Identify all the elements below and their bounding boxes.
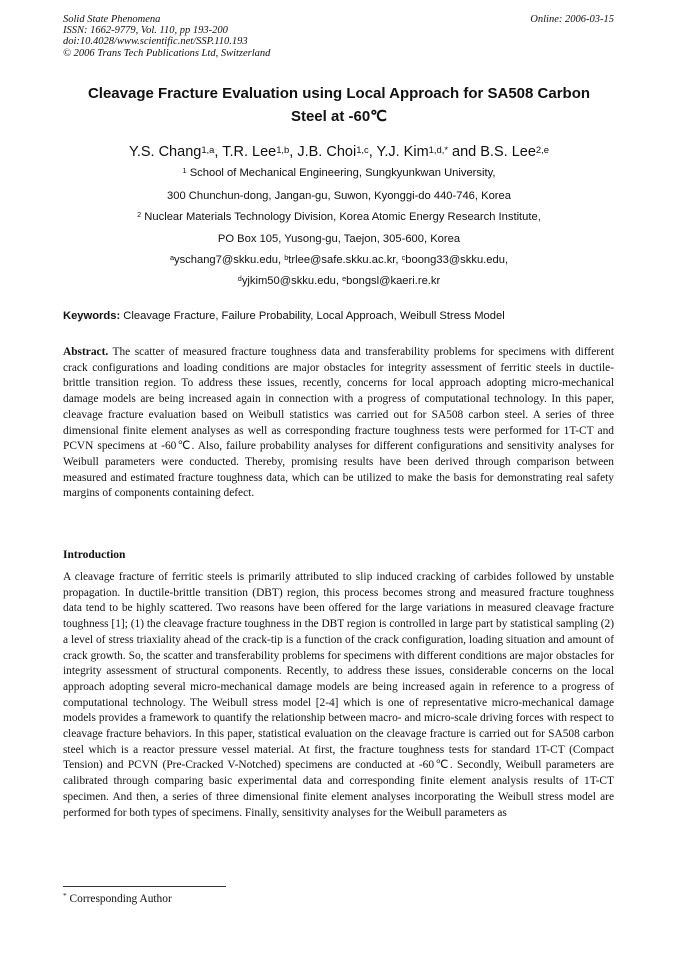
- author-name: J.B. Choi: [297, 144, 357, 160]
- abstract-label: Abstract.: [63, 346, 109, 358]
- author-affiliation-mark: 1,d,*: [428, 144, 449, 155]
- author-separator: ,: [214, 144, 223, 160]
- paper-title: [50, 82, 628, 128]
- journal-name: Solid State Phenomena: [63, 14, 161, 25]
- footnote-text: Corresponding Author: [66, 893, 172, 905]
- email-mark: a: [169, 253, 174, 262]
- footnote-divider: [63, 886, 226, 887]
- email-mark: d: [237, 274, 242, 283]
- online-date: Online: 2006-03-15: [530, 14, 614, 25]
- email-mark: e: [342, 274, 347, 283]
- abstract-text: The scatter of measured fracture toughness data and transferability problems for specimens with different crack configurations and loading conditions are major obstacles for integrity assessment of ferritic steels in ductile-brittle transition region. To address these issues, recently, concerns for local approach adopting micro-mechanical damage models are being increased again in connection with a progress of computational technology. In this paper, cleavage fracture evaluation based on Weibull statistics was carried out for SA508 carbon steel. A series of three dimensional finite element analyses as well as corresponding fracture toughness tests were performed for 1T-CT and PCVN specimens at -60℃. Also, failure probability analyses for different configurations and sensitivity analyses for Weibull parameters were conducted. Thereby, promising results have been derived through comparison between measured and estimated fracture toughness data, which can be utilized to make the basis for demonstrating real safety margins of components containing defect.: [63, 346, 614, 500]
- section-heading-introduction: Introduction: [63, 549, 126, 561]
- journal-doi: doi:10.4028/www.scientific.net/SSP.110.193: [63, 36, 248, 48]
- keywords-text: Cleavage Fracture, Failure Probability, Local Approach, Weibull Stress Model: [120, 310, 505, 322]
- author-separator: ,: [368, 144, 377, 160]
- affiliation-text: Nuclear Materials Technology Division, Korea Atomic Energy Research Institute,: [141, 211, 541, 223]
- email-line-2: [40, 274, 638, 288]
- author-name: Y.J. Kim: [376, 144, 429, 160]
- journal-issn: ISSN: 1662-9779, Vol. 110, pp 193-200: [63, 25, 228, 37]
- author-affiliation-mark: 1,b: [276, 144, 290, 155]
- affiliation-text: School of Mechanical Engineering, Sungkyunkwan University,: [186, 167, 496, 179]
- affiliation-2-line-1: [40, 210, 638, 224]
- author-separator: ,: [289, 144, 298, 160]
- author-affiliation-mark: 2,e: [535, 144, 549, 155]
- affiliation-1-line-2: 300 Chunchun-dong, Jangan-gu, Suwon, Kyonggi-do 440-746, Korea: [167, 190, 511, 202]
- footnote: [63, 893, 172, 905]
- introduction-text: A cleavage fracture of ferritic steels is primarily attributed to slip induced cracking of carbides followed by unstable propagation. In ductile-brittle transition (DBT) region, this process becomes strong and measured fracture toughness data tend to be highly scattered. Two reasons have been offered for the large variations in measured cleavage fracture toughness [1]; (1) the cleavage fracture toughness in the DBT region is controlled in large part by statistical sampling (2) a level of stress triaxiality ahead of the crack-tip is a function of the crack configuration, loading situation and amount of crack growth. So, the scatter and transferability problems for specimens with different conditions are major obstacles for integrity assessment of structural components. Recently, to address these issues, considerable concerns on the local approach adopting several micro-mechanical damage models are being increased again in reference to a progress of computational technology. The Weibull stress model [2-4] which is one of representative micro-mechanical damage models provides a framework to quantify the relationship between macro- and micro-scale driving forces with respect to cleavage fracture behaviors. In this paper, statistical evaluation on the cleavage fracture is carried out for SA508 carbon steel which is a reactor pressure vessel material. At first, the fracture toughness tests for standard 1T-CT (Compact Tension) and PCVN (Pre-Cracked V-Notched) specimens are conducted at -60℃. Secondly, Weibull parameters are calibrated through comparing basic experimental data and corresponding finite element analysis results of 1T-CT specimen. And then, a series of three dimensional finite element analyses incorporating the Weibull stress model are performed for both types of specimens. Finally, sensitivity analyses for the Weibull parameters as: [63, 571, 614, 819]
- author-separator: and: [448, 144, 481, 160]
- email-mark: c: [401, 253, 406, 262]
- author-list: [40, 142, 638, 162]
- journal-info: [63, 14, 270, 59]
- abstract: [63, 345, 614, 502]
- affiliation-1-line-1: [40, 166, 638, 180]
- author-name: T.R. Lee: [222, 144, 277, 160]
- affiliation-2-line-2: PO Box 105, Yusong-gu, Taejon, 305-600, Korea: [217, 233, 461, 245]
- email-mark: b: [284, 253, 289, 262]
- email-link-a[interactable]: yschang7@skku.edu,: [173, 254, 282, 266]
- title-line-1: Cleavage Fracture Evaluation using Local Approach for SA508 Carbon: [87, 85, 591, 102]
- email-link-b[interactable]: trlee@safe.skku.ac.kr,: [288, 254, 399, 266]
- author-name: Y.S. Chang: [129, 144, 202, 160]
- title-line-2: Steel at -60℃: [290, 108, 388, 125]
- email-link-c[interactable]: boong33@skku.edu,: [405, 254, 509, 266]
- email-link-d[interactable]: yjkim50@skku.edu,: [241, 275, 339, 287]
- email-line-1: [40, 253, 638, 267]
- author-affiliation-mark: 1,c: [356, 144, 369, 155]
- author-affiliation-mark: 1,a: [201, 144, 215, 155]
- keywords-label: Keywords:: [63, 310, 121, 322]
- journal-copyright: © 2006 Trans Tech Publications Ltd, Switzerland: [63, 47, 271, 59]
- footnote-mark: *: [63, 891, 67, 900]
- keywords: [63, 309, 505, 323]
- author-name: B.S. Lee: [480, 144, 536, 160]
- email-link-e[interactable]: bongsl@kaeri.re.kr: [346, 275, 441, 287]
- affiliation-mark: 1: [182, 166, 187, 175]
- affiliation-mark: 2: [137, 210, 142, 219]
